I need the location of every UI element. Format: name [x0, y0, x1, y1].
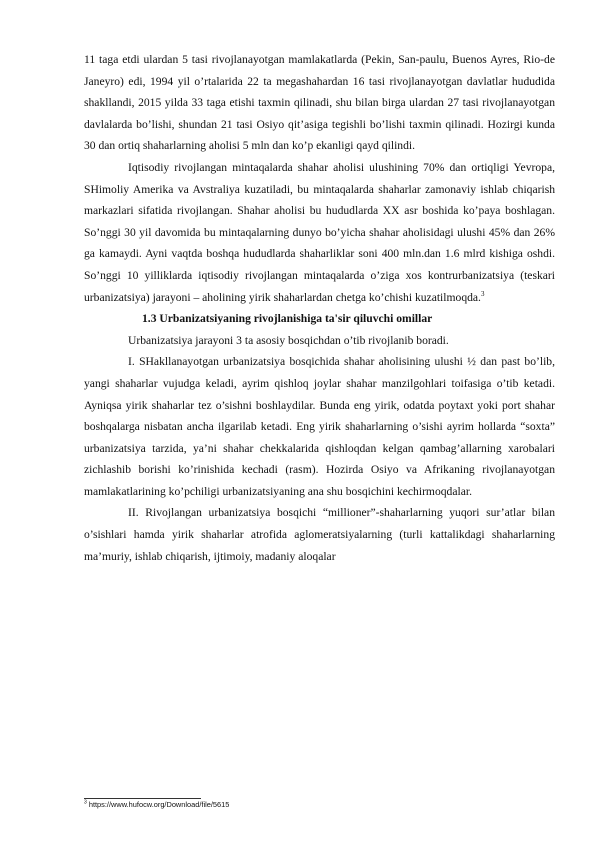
- paragraph-stages-intro: Urbanizatsiya jarayoni 3 ta asosiy bosqichdan o’tib rivojlanib boradi.: [128, 333, 449, 347]
- footnote-link[interactable]: https://www.hufocw.org/Download/file/5615: [88, 800, 230, 809]
- footnote-divider: [84, 798, 201, 799]
- paragraph-stage-one: I. SHakllanayotgan urbanizatsiya bosqichida shahar aholisining ulushi ½ dan past bo’lib, yangi shaharlar vujudga keladi, ayrim qishloq joylar shahar manzilgohlari toifasiga o’tib ketadi. Ayniqsa yirik shaharlar tez o’sishni boshlaydilar. Bunda eng yirik, odatda poytaxt yoki port shahar boshqalarga nisbatan ancha ilgarilab ketadi. Eng yirik shaharlarning o’sishi ayrim hollarda “soxta” urbanizatsiya tarzida, ya’ni shahar chekkalarida qishloqdan kelgan qambag’allarning xarobalari zichlashib borishi ko’rinishida kechadi (rasm). Hozirda Osiyo va Afrikaning rivojlanayotgan mamlakatlarining ko’pchiligi urbanizatsiyaning ana shu bosqichini kechirmoqdalar.: [84, 355, 555, 498]
- document-page: [84, 49, 555, 567]
- paragraph-developed-regions-text: Iqtisodiy rivojlangan mintaqalarda shahar aholisi ulushining 70% dan ortiqligi Yevropa, SHimoliy Amerika va Avstraliya kuzatiladi, bu mintaqalarda shaharlar zamonaviy ishlab chiqarish markazlari sifatida rivojlangan. Shahar aholisi bu hududlarda XX asr boshida ko’paya boshlagan. So’nggi 30 yil davomida bu mintaqalarning dunyo bo’yicha shahar aholisidagi ulushi 45% dan 26% ga kamaydi. Ayni vaqtda boshqa hududlarda shaharliklar soni 400 mln.dan 1.6 mlrd kishiga oshdi. So’nggi 10 yilliklarda iqtisodiy rivojlangan mintaqalarda o’ziga xos kontrurbanizatsiya (teskari urbanizatsiya) jarayoni – aholining yirik shaharlardan chetga ko’chishi kuzatilmoqda.: [84, 160, 555, 304]
- paragraph-developed-regions: [84, 157, 555, 308]
- footnote: [84, 800, 229, 810]
- footnote-reference[interactable]: 3: [480, 289, 485, 298]
- footnote-number: 3: [84, 799, 87, 806]
- paragraph-stage-two: II. Rivojlangan urbanizatsiya bosqichi “millioner”-shaharlarning yuqori sur’atlar bilan o’sishlari hamda yirik shaharlar atrofida aglomeratsiyalarning (turli kattalikdagi shaharlarning ma’muriy, ishlab chiqarish, ijtimoiy, madaniy aloqalar: [84, 506, 555, 563]
- section-heading: 1.3 Urbanizatsiyaning rivojlanishiga ta'sir qiluvchi omillar: [142, 312, 433, 326]
- paragraph-megacities: 11 taga etdi ulardan 5 tasi rivojlanayotgan mamlakatlarda (Pekin, San-paulu, Buenos Ayres, Rio-de Janeyro) edi, 1994 yil o’rtalarida 22 ta megashahardan 16 tasi rivojlanayotgan davlatlar hududida shakllandi, 2015 yilda 33 taga etishi taxmin qilinadi, shu bilan birga ulardan 27 tasi rivojlanayotgan davlalarda bo’lishi, shundan 21 tasi Osiyo qit’asiga tegishli bo’lishi taxmin qilinadi. Hozirgi kunda 30 dan ortiq shaharlarning aholisi 5 mln dan ko’p ekanligi qayd qilindi.: [84, 53, 555, 153]
